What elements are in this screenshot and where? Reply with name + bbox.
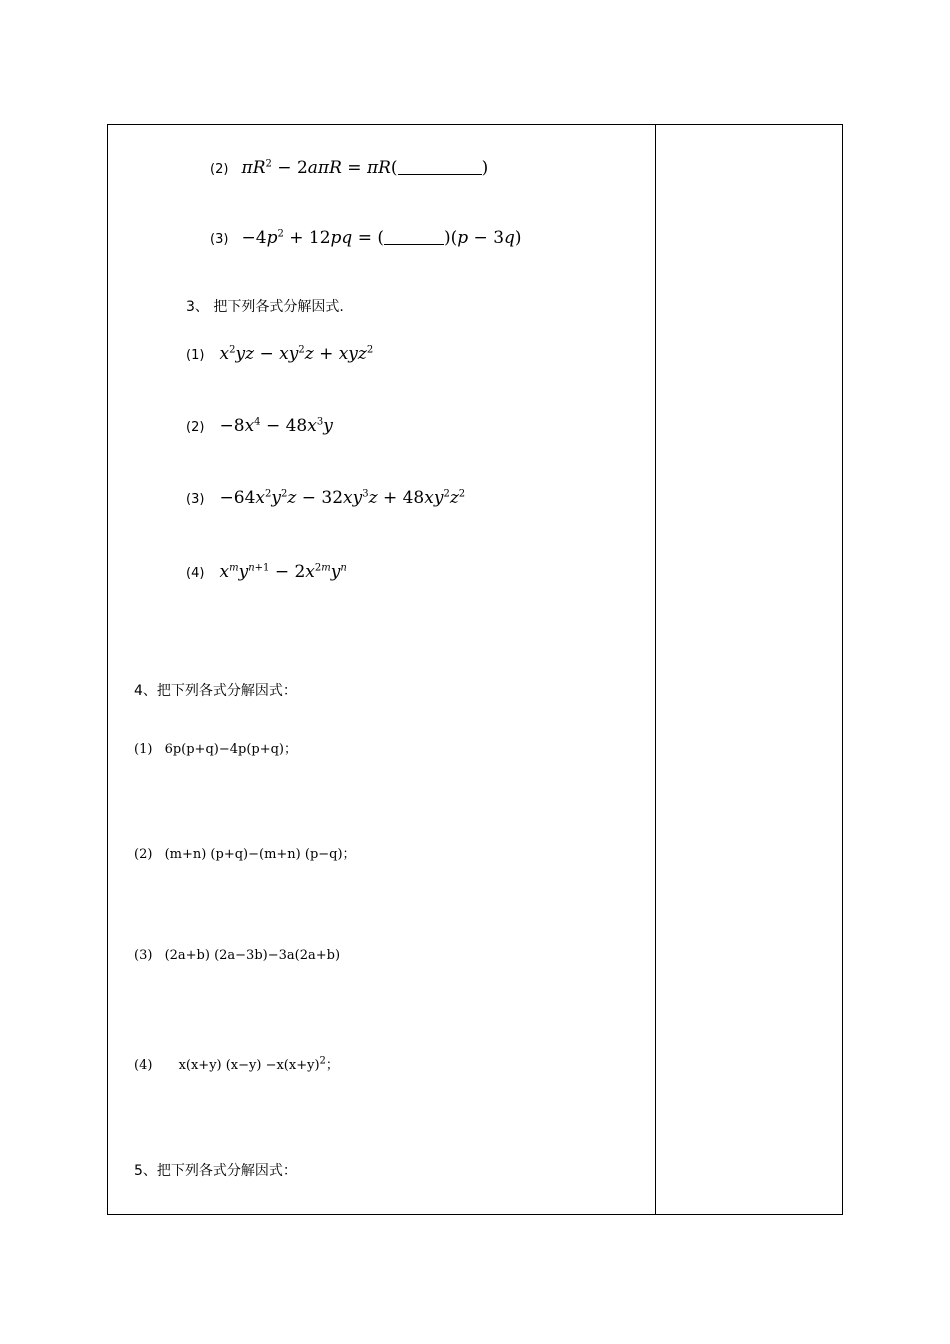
item-label: (2) [186, 420, 205, 435]
factor-item-4-2 [134, 843, 356, 862]
answer-blank[interactable] [384, 230, 444, 245]
math-expression: x(x+y) $(x-y) -x(x+y)^2$； [178, 1055, 339, 1073]
column-divider [655, 124, 656, 1215]
math-expression: (m+n) (p+q)−(m+n) (p−q)； [164, 847, 356, 862]
item-label: (3) [210, 232, 229, 247]
item-label: (4) [134, 1058, 153, 1073]
fill-item-2 [210, 158, 488, 178]
section-heading-4: 4、把下列各式分解因式： [134, 683, 297, 699]
answer-blank[interactable] [398, 160, 482, 175]
item-label: (1) [134, 742, 153, 757]
item-label: (3) [134, 948, 153, 963]
factor-item-4 [186, 562, 347, 582]
item-label: (4) [186, 566, 205, 581]
math-expression: $-4p^2 + 12pq$ = ( )(p − 3q) [241, 228, 522, 248]
math-expression: $-8x^4 - 48x^3y$ [219, 416, 333, 436]
factor-item-4-3 [134, 948, 340, 963]
factor-item-2 [186, 416, 333, 436]
math-expression: $\pi R^2 - 2a\pi R = \pi R$( ) [241, 158, 489, 178]
expression-text: x(x+y) (x−y) −x(x+y) [178, 1058, 320, 1073]
factor-item-1 [186, 344, 373, 364]
factor-item-4-1 [134, 738, 297, 757]
item-label: (1) [186, 348, 205, 363]
item-label: (2) [134, 847, 153, 862]
section-heading-5: 5、把下列各式分解因式： [134, 1163, 297, 1179]
factor-item-3 [186, 488, 465, 508]
item-label: (2) [210, 162, 229, 177]
math-expression: 6p(p+q)−4p(p+q)； [164, 742, 298, 757]
math-expression: $x^2yz - xy^2z + xyz^2$ [219, 344, 374, 364]
table-frame [107, 124, 843, 1215]
math-expression: $-64x^2y^2z - 32xy^3z + 48xy^2z^2$ [219, 488, 466, 508]
section-heading-3: 3、 把下列各式分解因式. [186, 299, 344, 315]
math-expression: $x^my^{n+1} - 2x^{2m}y^n$ [219, 562, 347, 582]
factor-item-4-4 [134, 1054, 339, 1073]
item-label: (3) [186, 492, 205, 507]
math-expression: (2a+b) (2a−3b)−3a(2a+b) [164, 948, 341, 963]
fill-item-3 [210, 228, 522, 248]
